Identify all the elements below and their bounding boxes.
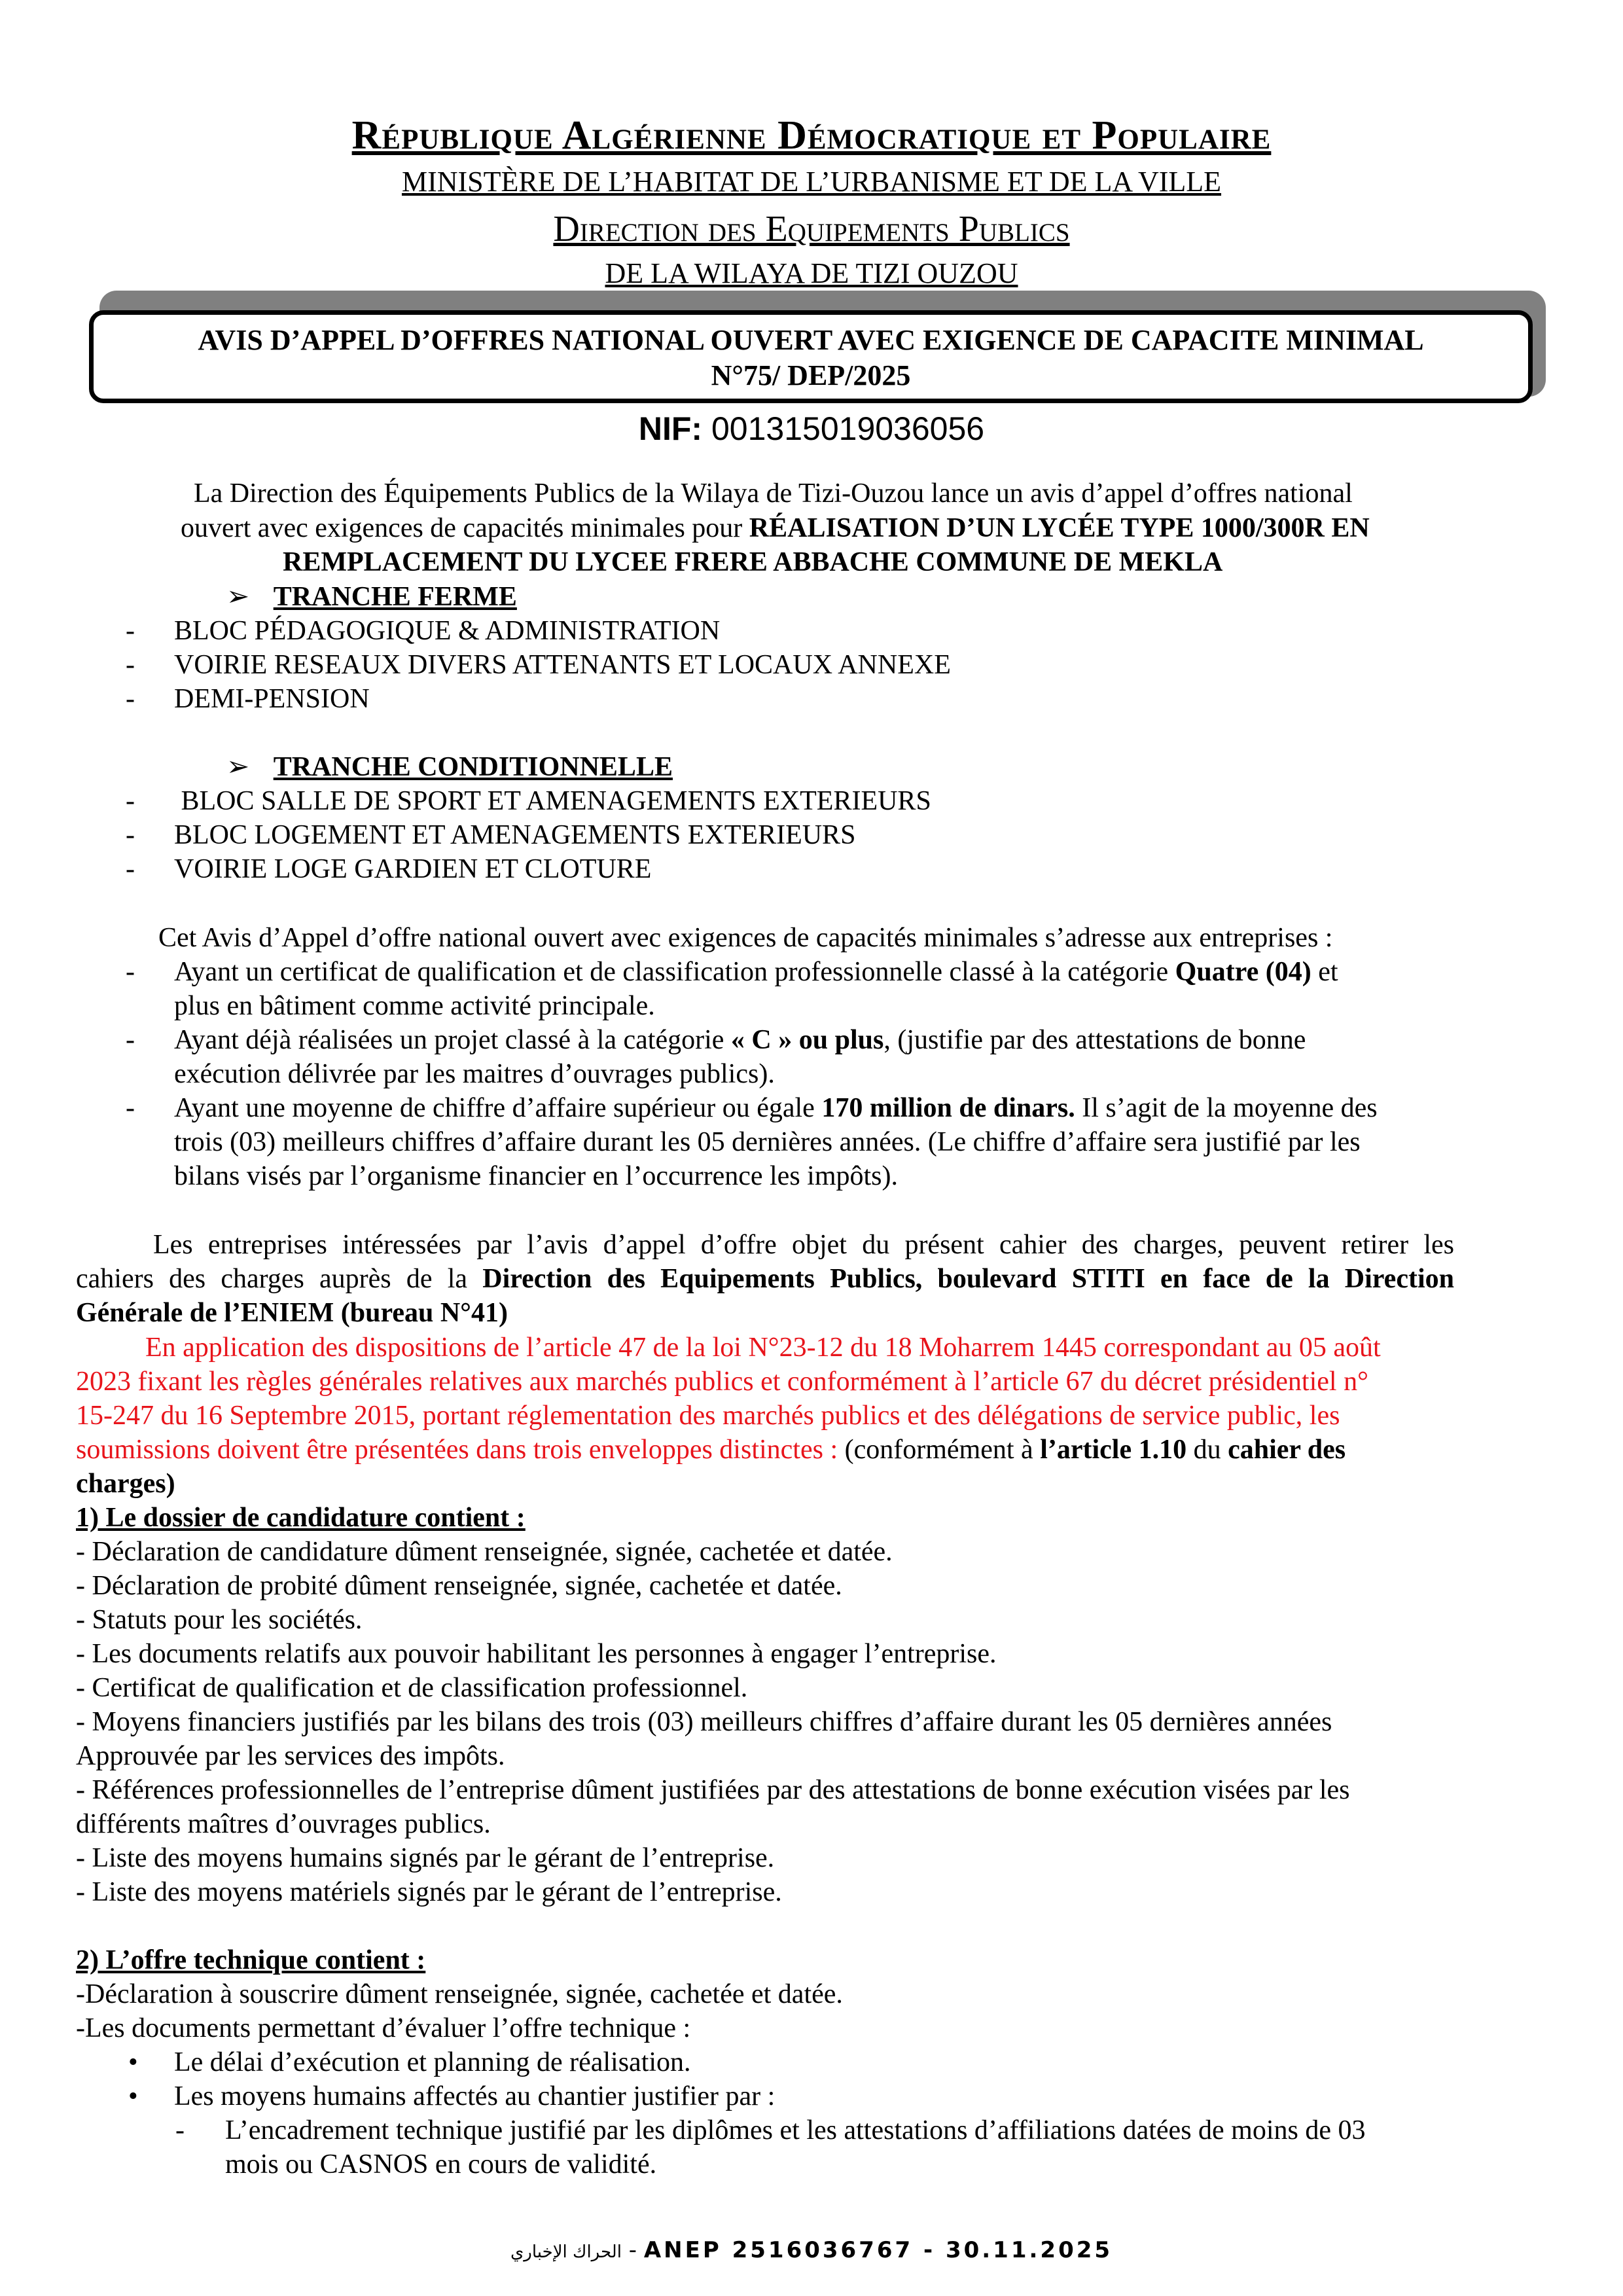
technique-line1: -Déclaration à souscrire dûment renseignée, signée, cachetée et datée. — [76, 1979, 843, 2009]
footer-arabic: الحراك الإخباري — [510, 2242, 622, 2262]
list-dash: - — [126, 684, 135, 714]
list-dash: - — [126, 957, 135, 987]
notice-title-line1: AVIS D’APPEL D’OFFRES NATIONAL OUVERT AVEC EXIGENCE DE CAPACITE MINIMAL — [198, 324, 1424, 356]
dossier-item: Approuvée par les services des impôts. — [76, 1741, 505, 1771]
intro-line3: REMPLACEMENT DU LYCEE FRERE ABBACHE COMMUNE DE MEKLA — [283, 547, 1223, 577]
legal-line1: En application des dispositions de l’article 47 de la loi N°23-12 du 18 Moharrem 1445 correspondant au 05 août — [145, 1333, 1381, 1363]
retrieval-line3: Générale de l’ENIEM (bureau N°41) — [76, 1298, 508, 1328]
dossier-item: - Liste des moyens humains signés par le gérant de l’entreprise. — [76, 1843, 775, 1873]
nif-label: NIF: — [638, 410, 703, 447]
arrow-bullet-icon: ➢ — [226, 582, 250, 612]
eligibility-intro: Cet Avis d’Appel d’offre national ouvert avec exigences de capacités minimales s’adresse aux entreprises : — [158, 923, 1333, 953]
notice-title-line2: N°75/ DEP/2025 — [711, 359, 911, 391]
legal-line5: charges) — [76, 1469, 175, 1499]
technique-bullet1: Le délai d’exécution et planning de réalisation. — [174, 2047, 691, 2077]
technique-sub1-line2: mois ou CASNOS en cours de validité. — [225, 2149, 657, 2179]
dossier-item: - Références professionnelles de l’entreprise dûment justifiées par des attestations de bonne exécution visées par les — [76, 1775, 1350, 1805]
dossier-item: - Liste des moyens matériels signés par le gérant de l’entreprise. — [76, 1877, 782, 1907]
footer-reference: الحراك الإخباري - ANEP 2516036767 - 30.11.2025 — [510, 2237, 1113, 2263]
technique-line2: -Les documents permettant d’évaluer l’offre technique : — [76, 2013, 691, 2043]
criterion-1-line2: plus en bâtiment comme activité principale. — [174, 991, 655, 1021]
retrieval-line2: cahiers des charges auprès de la Direction des Equipements Publics, boulevard STITI en face de la Direction — [76, 1264, 1454, 1294]
tranche-ferme-item: BLOC PÉDAGOGIQUE & ADMINISTRATION — [174, 616, 721, 646]
criterion-3-line2: trois (03) meilleurs chiffres d’affaire durant les 05 dernières années. (Le chiffre d’affaire sera justifié par les — [174, 1127, 1361, 1157]
intro-line2: ouvert avec exigences de capacités minimales pour RÉALISATION D’UN LYCÉE TYPE 1000/300R EN — [181, 513, 1370, 543]
direction-title: Direction des Equipements Publics — [553, 209, 1070, 249]
wilaya-title: DE LA WILAYA DE TIZI OUZOU — [605, 257, 1018, 289]
tranche-conditionnelle-heading: ➢ TRANCHE CONDITIONNELLE — [226, 752, 673, 782]
retrieval-line1: Les entreprises intéressées par l’avis d’appel d’offre objet du présent cahier des charges, peuvent retirer les — [153, 1230, 1454, 1260]
nif-line — [0, 410, 1623, 448]
dossier-item: - Déclaration de candidature dûment renseignée, signée, cachetée et datée. — [76, 1537, 893, 1567]
arrow-bullet-icon: ➢ — [226, 752, 250, 782]
criterion-2-line2: exécution délivrée par les maitres d’ouvrages publics). — [174, 1059, 775, 1089]
dossier-item: - Statuts pour les sociétés. — [76, 1605, 363, 1635]
dossier-item: - Certificat de qualification et de classification professionnel. — [76, 1673, 748, 1703]
notice-title-box — [89, 310, 1533, 403]
list-dash: - — [126, 1093, 135, 1123]
ministry-title: MINISTÈRE DE L’HABITAT DE L’URBANISME ET DE LA VILLE — [401, 166, 1222, 198]
list-dash: - — [126, 854, 135, 884]
list-dash: - — [126, 650, 135, 680]
technique-bullet2: Les moyens humains affectés au chantier justifier par : — [174, 2081, 776, 2111]
list-dash: - — [126, 786, 135, 816]
list-dash: - — [126, 1025, 135, 1055]
bullet-icon: • — [128, 2047, 138, 2077]
technique-heading: 2) L’offre technique contient : — [76, 1945, 426, 1975]
dossier-item: - Les documents relatifs aux pouvoir habilitant les personnes à engager l’entreprise. — [76, 1639, 997, 1669]
tranche-ferme-item: DEMI-PENSION — [174, 684, 370, 714]
tranche-ferme-item: VOIRIE RESEAUX DIVERS ATTENANTS ET LOCAUX ANNEXE — [174, 650, 951, 680]
criterion-3-line3: bilans visés par l’organisme financier en l’occurrence les impôts). — [174, 1161, 899, 1191]
nif-value: 001315019036056 — [711, 410, 985, 447]
legal-line4: soumissions doivent être présentées dans trois enveloppes distinctes : (conformément à l’article 1.10 du cahier des — [76, 1435, 1346, 1465]
list-dash: - — [126, 820, 135, 850]
footer-anep: ANEP 2516036767 - 30.11.2025 — [643, 2237, 1113, 2263]
dossier-item: différents maîtres d’ouvrages publics. — [76, 1809, 491, 1839]
tranche-conditionnelle-item: BLOC SALLE DE SPORT ET AMENAGEMENTS EXTERIEURS — [174, 786, 931, 816]
tranche-conditionnelle-item: VOIRIE LOGE GARDIEN ET CLOTURE — [174, 854, 652, 884]
republic-title: République Algérienne Démocratique et Populaire — [351, 113, 1272, 158]
dossier-heading: 1) Le dossier de candidature contient : — [76, 1503, 526, 1533]
dossier-item: - Déclaration de probité dûment renseignée, signée, cachetée et datée. — [76, 1571, 842, 1601]
bullet-icon: • — [128, 2081, 138, 2111]
intro-line1: La Direction des Équipements Publics de la Wilaya de Tizi-Ouzou lance un avis d’appel d’offres national — [194, 478, 1353, 509]
list-dash: - — [126, 616, 135, 646]
technique-sub1-line1: L’encadrement technique justifié par les diplômes et les attestations d’affiliations datées de moins de 03 — [225, 2115, 1366, 2145]
criterion-1-line1: Ayant un certificat de qualification et de classification professionnelle classé à la catégorie Quatre (04) et — [174, 957, 1338, 987]
list-dash: - — [175, 2115, 185, 2145]
tranche-conditionnelle-item: BLOC LOGEMENT ET AMENAGEMENTS EXTERIEURS — [174, 820, 856, 850]
criterion-2-line1: Ayant déjà réalisées un projet classé à la catégorie « C » ou plus, (justifie par des attestations de bonne — [174, 1025, 1306, 1055]
legal-line3: 15-247 du 16 Septembre 2015, portant réglementation des marchés publics et des délégations de service public, les — [76, 1401, 1340, 1431]
dossier-item: - Moyens financiers justifiés par les bilans des trois (03) meilleurs chiffres d’affaire durant les 05 dernières années — [76, 1707, 1332, 1737]
tranche-ferme-heading: ➢ TRANCHE FERME — [226, 582, 517, 612]
criterion-3-line1: Ayant une moyenne de chiffre d’affaire supérieur ou égale 170 million de dinars. Il s’agit de la moyenne des — [174, 1093, 1378, 1123]
legal-line2: 2023 fixant les règles générales relatives aux marchés publics et conformément à l’article 67 du décret présidentiel n° — [76, 1367, 1368, 1397]
